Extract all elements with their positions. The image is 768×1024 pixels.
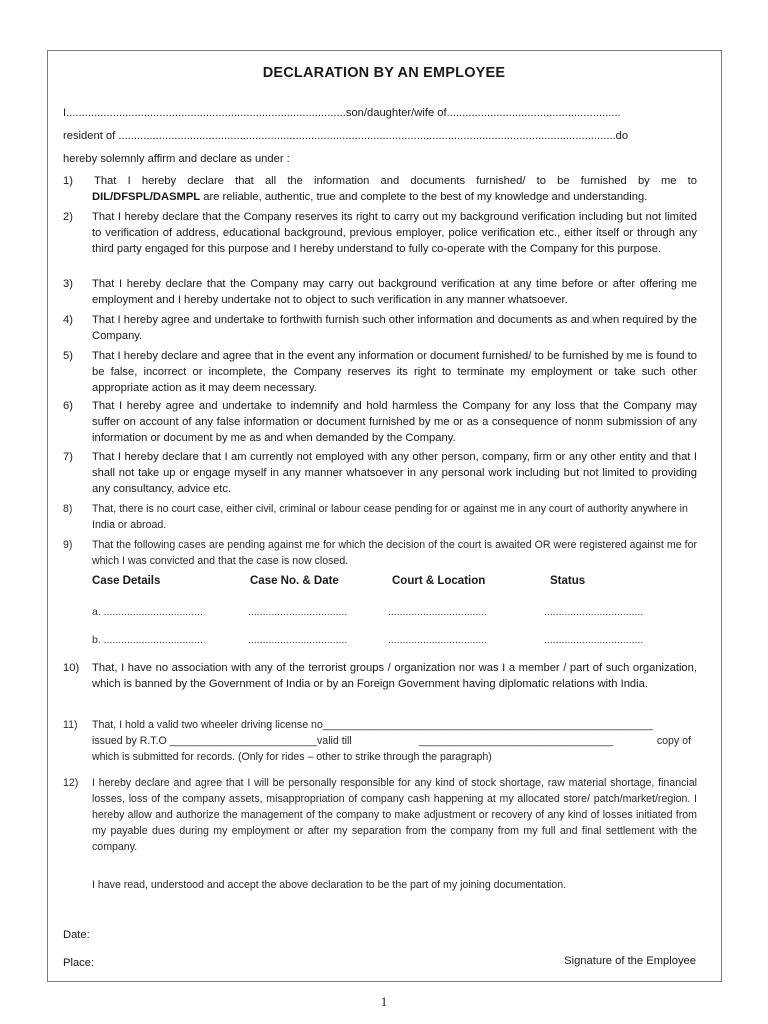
driving-license-field: That, I hold a valid two wheeler driving license no________________________________________________________ [92, 719, 653, 731]
column-header-court-location: Court & Location [392, 575, 486, 587]
item-text: That I hereby declare that the Company may carry out background verification at any time before or after offering me employment and I hereby undertake not to object to such verification in any manner whatsoever. [92, 278, 697, 306]
place-label: Place: [63, 957, 95, 969]
acknowledgement-text: I have read, understood and accept the above declaration to be the part of my joining documentation. [92, 879, 567, 891]
item-number: 7) [63, 451, 73, 463]
validity-date-field: _________________________________ [419, 735, 614, 747]
table-cell: .................................. [248, 634, 348, 646]
affirmation-intro: hereby solemnly affirm and declare as under : [63, 153, 290, 165]
item-number: 6) [63, 400, 73, 412]
residence-fill-line: resident of ................................................................................................................................................................do [63, 130, 629, 142]
item-text: That, there is no court case, either civil, criminal or labour cease pending for or against me in any court of authority anywhere in India or abroad. [92, 503, 688, 531]
item-text: That, I have no association with any of the terrorist groups / organization nor was I a member / part of such organization, which is banned by the Government of India or by an Foreign Government having diplomatic relations with India. [92, 662, 697, 690]
table-cell: .................................. [388, 606, 488, 618]
signature-label: Signature of the Employee [564, 955, 696, 967]
table-cell: a. .................................. [92, 606, 203, 618]
item-number: 12) [63, 777, 79, 789]
item-number: 4) [63, 314, 73, 326]
page-number: 1 [380, 994, 388, 1009]
item-text: That I hereby declare and agree that in the event any information or document furnished/ to be furnished by me is found to be false, incorrect or incomplete, the Company reserves its right to terminate my employment or take such other appropriate action as it may deem necessary. [92, 350, 697, 394]
item-text: That I hereby declare that the Company reserves its right to carry out my background verification including but not limited to verification of address, educational background, previous employer, police verification etc., either itself or through any third party engaged for this purpose and I hereby understand to fully co-operate with the Company for this purpose. [92, 211, 697, 255]
table-cell: b. .................................. [92, 634, 203, 646]
column-header-case-details: Case Details [92, 575, 161, 587]
item-number: 5) [63, 350, 73, 362]
item-number: 9) [63, 539, 73, 551]
date-label: Date: [63, 929, 90, 941]
table-cell: .................................. [544, 606, 644, 618]
item-text: That I hereby declare that all the information and documents furnished/ to be furnished by me to [94, 175, 697, 187]
rto-validity-field: issued by R.T.O _________________________valid till [92, 735, 352, 747]
item-number: 11) [63, 719, 78, 731]
item-text: are reliable, authentic, true and complete to the best of my knowledge and understanding. [203, 191, 648, 203]
company-codes: DIL/DFSPL/DASMPL [92, 191, 201, 203]
item-text: That I hereby agree and undertake to indemnify and hold harmless the Company for any loss that the Company may suffer on account of any false information or document furnished by me or as a consequence of nonm submission of any information or document by me as and when demanded by the Company. [92, 400, 697, 444]
column-header-case-no-date: Case No. & Date [250, 575, 339, 587]
document-title: DECLARATION BY AN EMPLOYEE [262, 65, 506, 81]
name-fill-line: I..........................................................................................son/daughter/wife of........................................................ [63, 107, 621, 119]
item-text: copy of [656, 735, 691, 747]
item-text: That the following cases are pending against me for which the decision of the court is awaited OR were registered against me for which I was convicted and that the case is now closed. [92, 539, 697, 567]
item-number: 2) [63, 211, 73, 223]
item-text: That I hereby declare that I am currently not employed with any other person, company, firm or any other entity and that I shall not take up or engage myself in any manner whatsoever in any personal work including but not limited to providing any consultancy, advice etc. [92, 451, 697, 495]
item-text: which is submitted for records. (Only for rides – other to strike through the paragraph) [92, 751, 492, 763]
item-number: 10) [63, 662, 80, 674]
item-number: 1) [63, 175, 73, 187]
table-cell: .................................. [544, 634, 644, 646]
column-header-status: Status [550, 575, 586, 587]
table-cell: .................................. [248, 606, 348, 618]
item-text: That I hereby agree and undertake to forthwith furnish such other information and documents as and when required by the Company. [92, 314, 697, 342]
item-text: I hereby declare and agree that I will be personally responsible for any kind of stock shortage, raw material shortage, financial losses, loss of the company assets, misappropriation of company cash happening at my allocated store/ patch/market/region. I hereby allow and authorize the management of the company to make adjustment or recovery of any kind of losses initiated from my payable dues during my employment or after my separation from the company from my full and final settlement with the company. [92, 777, 697, 853]
item-number: 3) [63, 278, 73, 290]
item-number: 8) [63, 503, 73, 515]
table-cell: .................................. [388, 634, 488, 646]
